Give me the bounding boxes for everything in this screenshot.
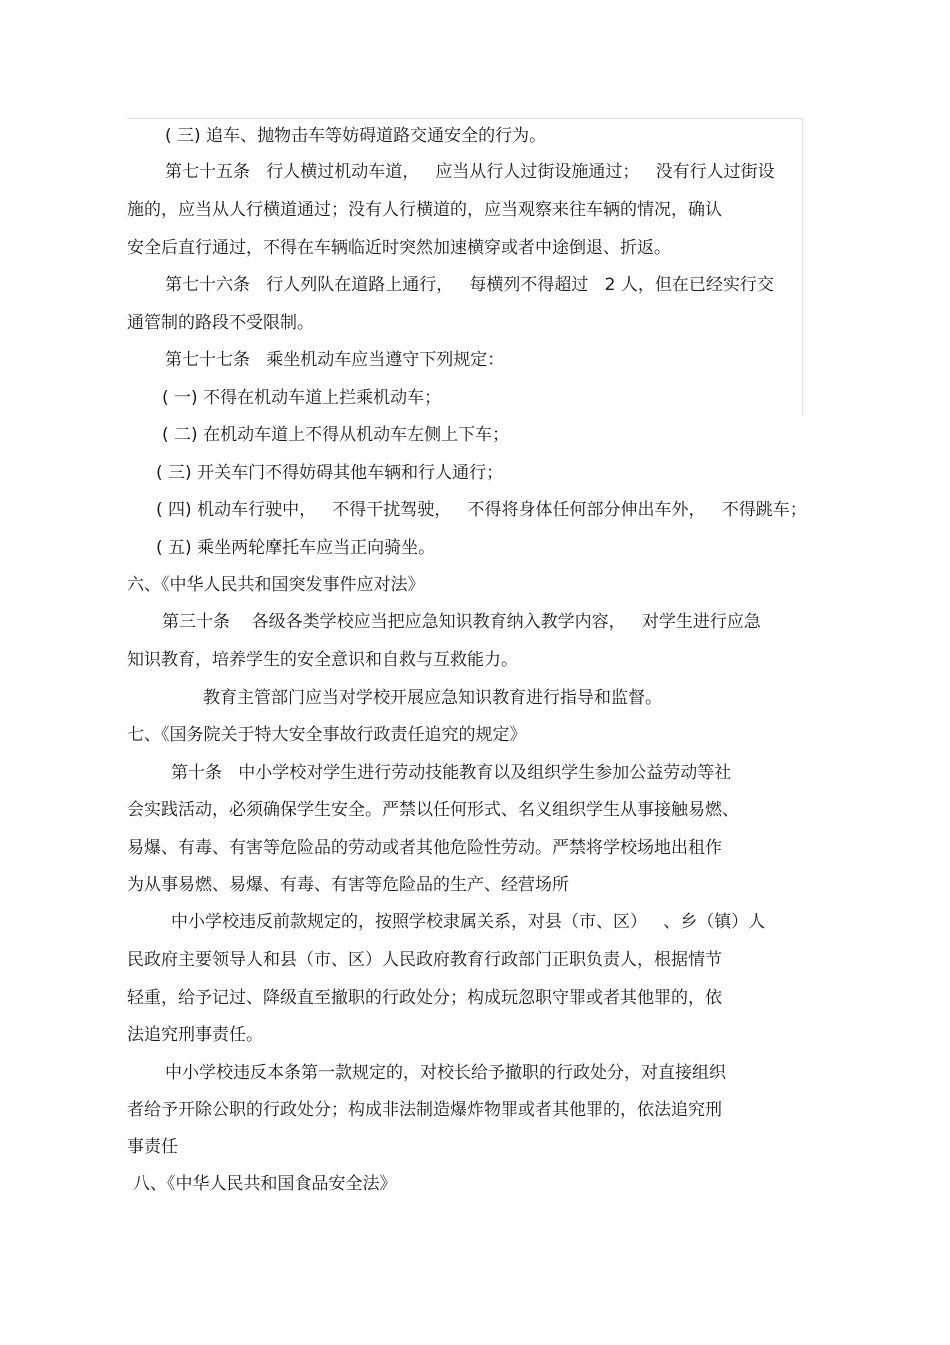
paragraph-line: 教育主管部门应当对学校开展应急知识教育进行指导和监督。 — [203, 688, 662, 708]
paragraph-line: 第三十条 各级各类学校应当把应急知识教育纳入教学内容， 对学生进行应急 — [162, 612, 761, 632]
section-heading: 六、《中华人民共和国突发事件应对法》 — [127, 575, 425, 595]
paragraph-line: 会实践活动，必须确保学生安全。严禁以任何形式、名义组织学生从事接触易燃、 — [127, 800, 739, 820]
list-item: ( 三) 开关车门不得妨碍其他车辆和行人通行； — [156, 463, 504, 483]
paragraph-line: 中小学校违反前款规定的，按照学校隶属关系，对县（市、区） 、乡（镇）人 — [171, 912, 766, 932]
list-item: ( 四) 机动车行驶中， 不得干扰驾驶， 不得将身体任何部分伸出车外， 不得跳车； — [156, 500, 807, 520]
paragraph-line: 第七十七条 乘坐机动车应当遵守下列规定： — [165, 350, 505, 370]
page-frame-right-border — [802, 118, 803, 416]
paragraph-line: 第十条 中小学校对学生进行劳动技能教育以及组织学生参加公益劳动等社 — [171, 763, 732, 783]
paragraph-line: 第七十六条 行人列队在道路上通行， 每横列不得超过 2 人，但在已经实行交 — [165, 275, 774, 295]
paragraph-line: 事责任 — [127, 1137, 178, 1157]
paragraph-line: 易爆、有毒、有害等危险品的劳动或者其他危险性劳动。严禁将学校场地出租作 — [127, 838, 722, 858]
paragraph-line: ( 三) 追车、抛物击车等妨碍道路交通安全的行为。 — [165, 126, 547, 146]
paragraph-line: 安全后直行通过，不得在车辆临近时突然加速横穿或者中途倒退、折返。 — [127, 238, 671, 258]
paragraph-line: 者给予开除公职的行政处分；构成非法制造爆炸物罪或者其他罪的，依法追究刑 — [127, 1100, 722, 1120]
paragraph-line: 知识教育，培养学生的安全意识和自救与互救能力。 — [127, 650, 518, 670]
paragraph-line: 民政府主要领导人和县（市、区）人民政府教育行政部门正职负责人，根据情节 — [127, 950, 722, 970]
section-heading: 七、《国务院关于特大安全事故行政责任追究的规定》 — [127, 725, 527, 745]
paragraph-line: 轻重，给予记过、降级直至撤职的行政处分；构成玩忽职守罪或者其他罪的，依 — [127, 988, 722, 1008]
list-item: ( 一) 不得在机动车道上拦乘机动车； — [162, 388, 442, 408]
paragraph-line: 中小学校违反本条第一款规定的，对校长给予撤职的行政处分，对直接组织 — [165, 1063, 726, 1083]
paragraph-line: 通管制的路段不受限制。 — [127, 313, 314, 333]
list-item: ( 二) 在机动车道上不得从机动车左侧上下车； — [162, 425, 510, 445]
paragraph-line: 法追究刑事责任。 — [127, 1025, 263, 1045]
paragraph-line: 施的，应当从人行横道通过；没有人行横道的，应当观察来往车辆的情况，确认 — [127, 200, 722, 220]
paragraph-line: 第七十五条 行人横过机动车道， 应当从行人过街设施通过； 没有行人过街设 — [165, 162, 775, 182]
page-frame-top-border — [127, 118, 803, 119]
list-item: ( 五) 乘坐两轮摩托车应当正向骑坐。 — [156, 538, 436, 558]
paragraph-line: 为从事易燃、易爆、有毒、有害等危险品的生产、经营场所 — [127, 875, 569, 895]
section-heading: 八、《中华人民共和国食品安全法》 — [133, 1174, 397, 1194]
